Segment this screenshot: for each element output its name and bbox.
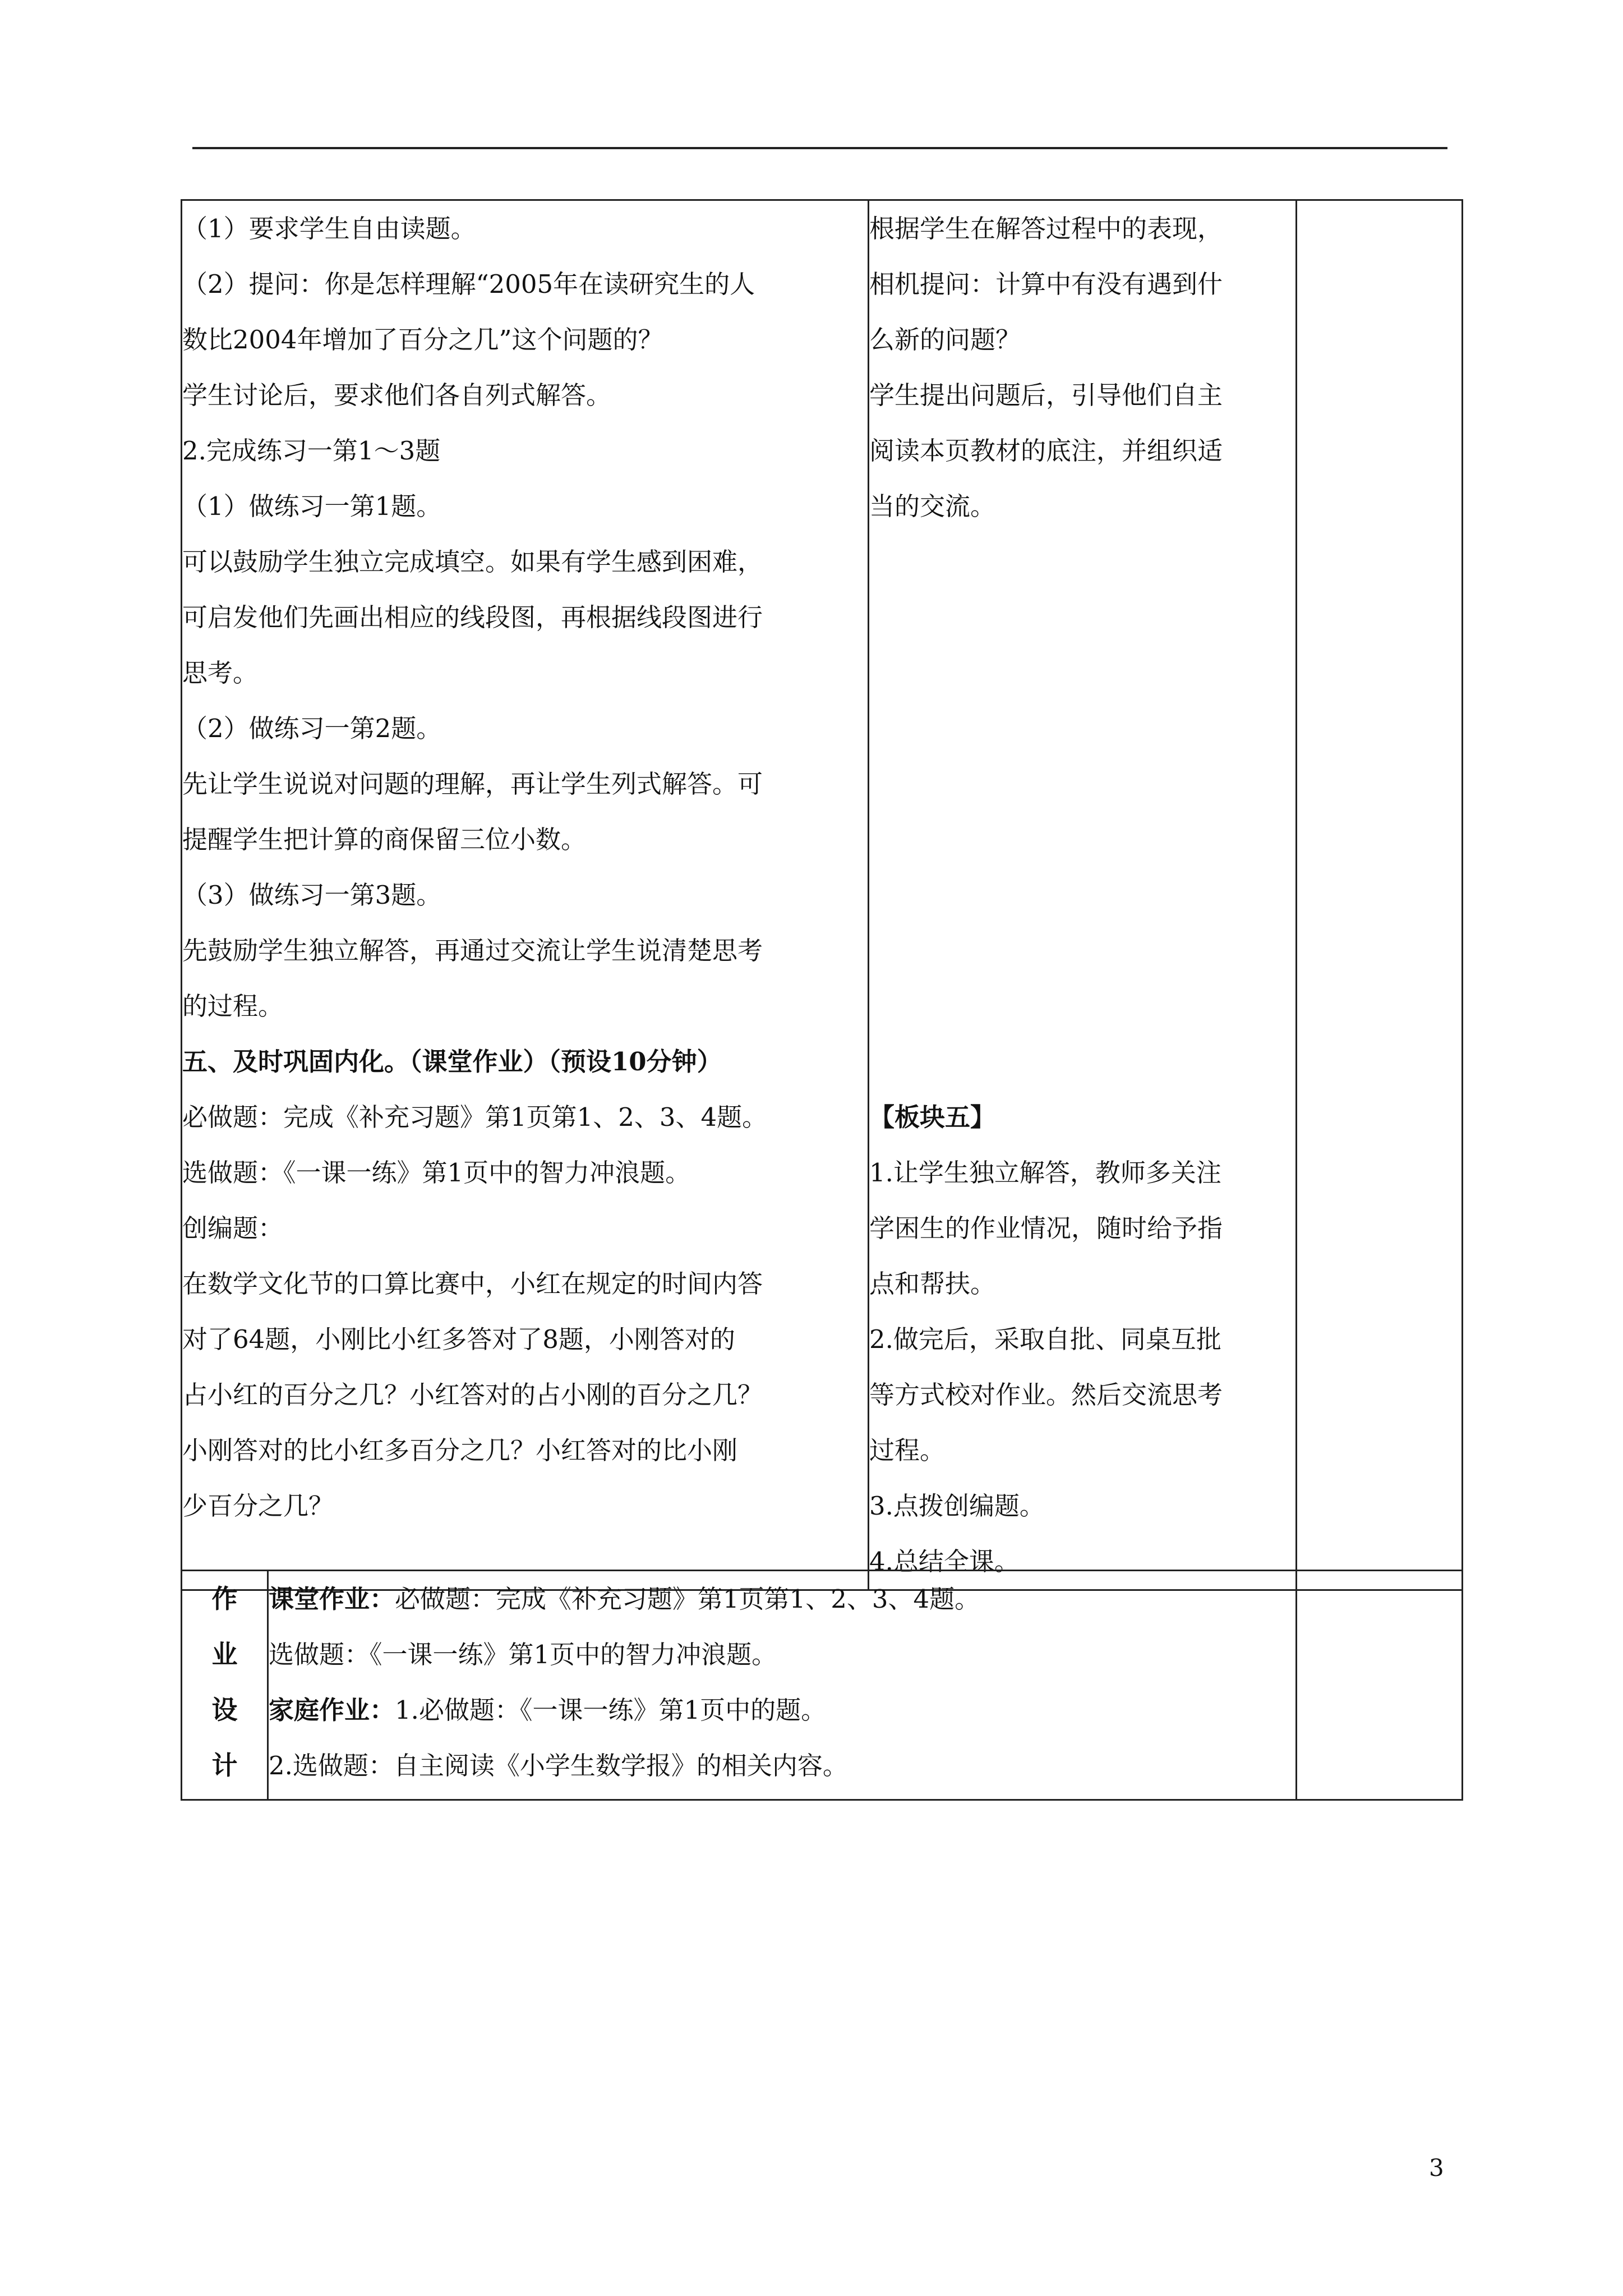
homework-content-cell <box>268 1571 1297 1800</box>
teaching-process-line: 少百分之几？ <box>182 1491 334 1521</box>
teaching-process-line: 占小红的百分之几？小红答对的占小刚的百分之几？ <box>182 1380 763 1410</box>
teaching-notes-line: 4.总结全课。 <box>869 1547 1020 1576</box>
teaching-notes-line: 根据学生在解答过程中的表现， <box>869 214 1223 243</box>
teaching-notes-line <box>869 812 1295 867</box>
teaching-process-line: 2.完成练习一第1～3题 <box>182 436 441 466</box>
teaching-process-line: （1）要求学生自由读题。 <box>182 214 476 243</box>
teaching-process-line: 创编题： <box>182 1213 284 1243</box>
teaching-notes-line <box>869 1034 1295 1089</box>
teaching-notes-line: 【板块五】 <box>869 1102 996 1132</box>
teaching-process-line: 必做题：完成《补充习题》第1页第1、2、3、4题。 <box>182 1102 768 1132</box>
teaching-process-line: （1）做练习一第1题。 <box>182 491 442 521</box>
family-homework-optional: 2.选做题：自主阅读《小学生数学报》的相关内容。 <box>269 1751 848 1780</box>
teaching-notes-line: 阅读本页教材的底注，并组织适 <box>869 436 1223 466</box>
header-rule <box>192 147 1447 149</box>
teaching-notes-line: 学生提出问题后，引导他们自主 <box>869 380 1223 410</box>
lesson-row <box>182 200 1463 1590</box>
teaching-notes-line <box>869 867 1295 923</box>
teaching-process-line: （3）做练习一第3题。 <box>182 880 442 910</box>
teaching-notes-line: 过程。 <box>869 1435 946 1465</box>
teaching-notes-line <box>869 645 1295 701</box>
teaching-notes-line: 点和帮扶。 <box>869 1269 996 1299</box>
class-homework-line <box>269 1571 1295 1627</box>
teaching-notes-line <box>869 978 1295 1034</box>
homework-remarks-cell <box>1297 1571 1463 1800</box>
teaching-notes-line: 1.让学生独立解答，教师多关注 <box>869 1158 1221 1188</box>
teaching-notes-cell <box>869 200 1297 1590</box>
teaching-process-line: 五、及时巩固内化。（课堂作业）（预设10分钟） <box>182 1047 722 1076</box>
teaching-process-line: （2）提问：你是怎样理解“2005年在读研究生的人 <box>182 269 755 299</box>
class-homework-required: 必做题：完成《补充习题》第1页第1、2、3、4题。 <box>395 1584 980 1614</box>
family-homework-heading: 家庭作业： <box>269 1695 395 1725</box>
teaching-process-line: 思考。 <box>182 658 259 688</box>
teaching-notes-line: 等方式校对作业。然后交流思考 <box>869 1380 1223 1410</box>
teaching-notes-line <box>869 534 1295 590</box>
teaching-process-line: 数比2004年增加了百分之几”这个问题的？ <box>182 325 663 355</box>
teaching-process-line: 小刚答对的比小红多百分之几？小红答对的比小刚 <box>182 1435 738 1465</box>
family-homework-required: 1.必做题：《一课一练》第1页中的题。 <box>395 1695 827 1725</box>
homework-table <box>181 1570 1463 1801</box>
teaching-process-line: 可启发他们先画出相应的线段图，再根据线段图进行 <box>182 602 763 632</box>
teaching-notes-line: 3.点拨创编题。 <box>869 1491 1045 1521</box>
teaching-notes-line: 么新的问题？ <box>869 325 1021 355</box>
homework-row <box>182 1571 1463 1800</box>
teaching-process-line: 选做题：《一课一练》第1页中的智力冲浪题。 <box>182 1158 691 1188</box>
teaching-process-line: 先让学生说说对问题的理解，再让学生列式解答。可 <box>182 769 763 799</box>
teaching-notes-line: 2.做完后，采取自批、同桌互批 <box>869 1324 1221 1354</box>
teaching-process-line: （2）做练习一第2题。 <box>182 714 442 743</box>
class-homework-heading: 课堂作业： <box>269 1584 395 1614</box>
teaching-process-line: 提醒学生把计算的商保留三位小数。 <box>182 825 587 854</box>
teaching-process-line: 先鼓励学生独立解答，再通过交流让学生说清楚思考 <box>182 936 763 965</box>
teaching-notes-line <box>869 756 1295 812</box>
class-homework-optional: 选做题：《一课一练》第1页中的智力冲浪题。 <box>269 1640 777 1669</box>
homework-label-char: 计 <box>211 1750 238 1780</box>
teaching-process-cell <box>182 200 869 1590</box>
teaching-notes-line: 当的交流。 <box>869 491 996 521</box>
homework-label-char: 设 <box>211 1695 238 1725</box>
homework-label-char: 业 <box>211 1639 238 1669</box>
lesson-plan-table <box>181 199 1463 1591</box>
teaching-notes-text <box>869 201 1295 1589</box>
family-homework-line <box>269 1682 1295 1738</box>
teaching-process-line: 可以鼓励学生独立完成填空。如果有学生感到困难， <box>182 547 763 577</box>
homework-label-cell <box>182 1571 268 1800</box>
teaching-process-line: 的过程。 <box>182 991 284 1021</box>
remarks-cell <box>1297 200 1463 1590</box>
teaching-notes-line: 学困生的作业情况，随时给予指 <box>869 1213 1223 1243</box>
teaching-notes-line <box>869 701 1295 756</box>
teaching-notes-line <box>869 923 1295 978</box>
teaching-process-text <box>182 201 868 1534</box>
teaching-process-line: 对了64题，小刚比小红多答对了8题，小刚答对的 <box>182 1324 735 1354</box>
teaching-process-line: 学生讨论后，要求他们各自列式解答。 <box>182 380 612 410</box>
teaching-notes-line <box>869 590 1295 645</box>
teaching-process-line: 在数学文化节的口算比赛中，小红在规定的时间内答 <box>182 1269 763 1299</box>
homework-label-char: 作 <box>211 1584 238 1614</box>
page-number: 3 <box>1429 2154 1444 2182</box>
teaching-notes-line: 相机提问：计算中有没有遇到什 <box>869 269 1223 299</box>
